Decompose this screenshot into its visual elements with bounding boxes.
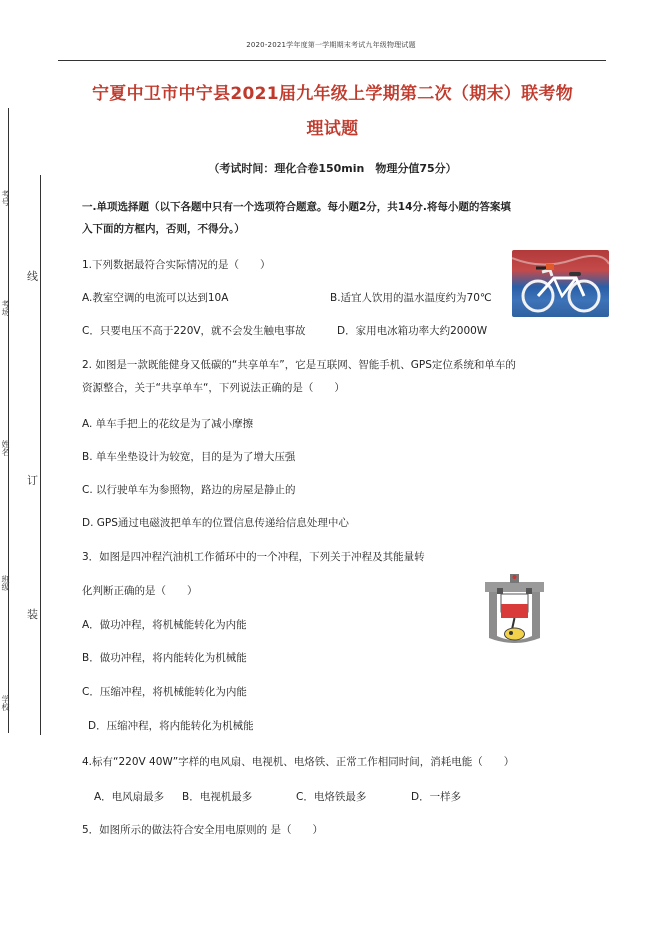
q4-stem: 4.标有“220V 40W”字样的电风扇、电视机、电烙铁、正常工作相同时间，消耗电能（ ） (82, 756, 515, 768)
margin-label-xingming: 姓名 (1, 440, 10, 456)
q2-stem-line1: 2. 如图是一款既能健身又低碳的“共享单车”，它是互联网、智能手机、GPS定位系统和单车的 (82, 359, 516, 371)
q2-stem-line2: 资源整合，关于“共享单车“，下列说法正确的是（ ） (82, 382, 345, 394)
binding-char-ding: 订 (27, 474, 38, 487)
q4-option-a: A．电风扇最多 (94, 791, 165, 803)
q1-option-d: D．家用电冰箱功率大约2000W (337, 325, 488, 337)
q3-stem-line1: 3．如图是四冲程汽油机工作循环中的一个冲程，下列关于冲程及其能量转 (82, 551, 425, 563)
q2-option-a: A. 单车手把上的花纹是为了减小摩擦 (82, 418, 254, 430)
q3-stem-line2: 化判断正确的是（ ） (82, 585, 198, 597)
margin-label-banji: 班级 (1, 575, 10, 591)
q3-option-d: D．压缩冲程，将内能转化为机械能 (88, 720, 254, 732)
q3-option-c: C．压缩冲程，将机械能转化为内能 (82, 686, 247, 698)
binding-line-right (40, 175, 41, 735)
section-heading-line2: 入下面的方框内，否则，不得分。） (82, 223, 245, 235)
q4-option-b: B．电视机最多 (182, 791, 253, 803)
q1-stem: 1.下列数据最符合实际情况的是（ ） (82, 259, 271, 271)
q1-option-b: B.适宜人饮用的温水温度约为70℃ (330, 292, 492, 304)
q2-option-c: C. 以行驶单车为参照物，路边的房屋是静止的 (82, 484, 296, 496)
page-title-line2: 理试题 (306, 119, 359, 139)
q1-option-a: A.教室空调的电流可以达到10A (82, 292, 229, 304)
q1-option-c: C．只要电压不高于220V，就不会发生触电事故 (82, 325, 306, 337)
q2-option-b: B. 单车坐垫设计为较宽，目的是为了增大压强 (82, 451, 296, 463)
page-title-line1: 宁夏中卫市中宁县2021届九年级上学期第二次（期末）联考物 (91, 84, 573, 104)
margin-label-kaochang: 考场 (1, 300, 10, 316)
binding-char-zhuang: 装 (27, 608, 38, 621)
margin-label-kaohao: 考号 (1, 190, 10, 206)
q3-option-a: A．做功冲程，将机械能转化为内能 (82, 619, 247, 631)
engine-cylinder-icon (483, 574, 546, 644)
q4-option-c: C．电烙铁最多 (296, 791, 367, 803)
engine-stroke-diagram (483, 574, 546, 644)
header-rule (58, 60, 606, 61)
q3-option-b: B．做功冲程，将内能转化为机械能 (82, 652, 247, 664)
bike-icon (512, 250, 609, 317)
section-heading-line1: 一.单项选择题（以下各题中只有一个选项符合题意。每小题2分，共14分.将每小题的答案填 (82, 201, 511, 213)
shared-bike-image (512, 250, 609, 317)
page-header: 2020-2021学年度第一学期期末考试九年级物理试题 (246, 41, 416, 49)
binding-char-xian: 线 (27, 270, 38, 283)
q4-option-d: D．一样多 (411, 791, 462, 803)
q5-stem: 5．如图所示的做法符合安全用电原则的 是（ ） (82, 824, 324, 836)
margin-label-xuexiao: 学校 (1, 695, 10, 711)
exam-subtitle: （考试时间：理化合卷150min 物理分值75分） (208, 162, 457, 175)
q2-option-d: D. GPS通过电磁波把单车的位置信息传递给信息处理中心 (82, 517, 349, 529)
